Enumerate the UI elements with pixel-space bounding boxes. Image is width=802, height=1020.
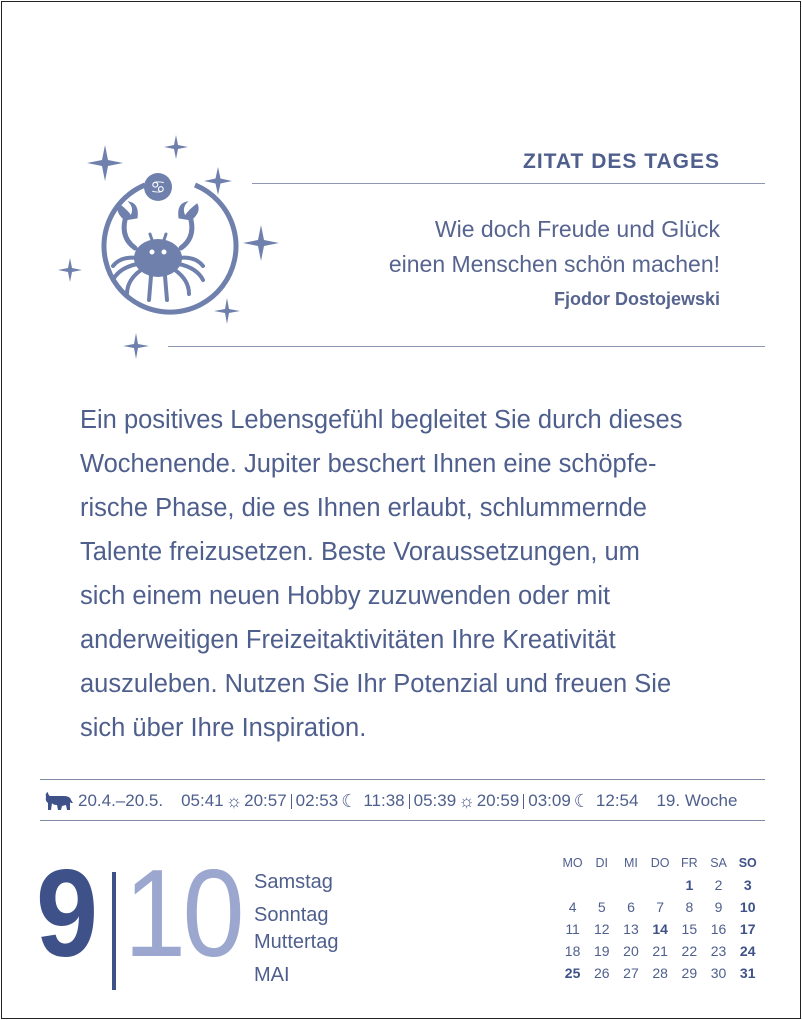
sparkle-icon (87, 145, 123, 181)
cancer-crab-icon (55, 130, 285, 360)
calendar-day: 1 (685, 877, 694, 893)
date-separator (112, 872, 116, 990)
divider (168, 346, 765, 347)
calendar-day: 2 (714, 877, 723, 893)
calendar-day: 9 (714, 899, 723, 915)
moonset-time: 11:38 (363, 791, 405, 810)
calendar-day: 13 (623, 921, 639, 937)
calendar-week-row (558, 940, 766, 962)
sparkle-icon (243, 225, 279, 261)
moonrise-time: 03:09 (528, 791, 571, 810)
weekday-day1: Samstag (254, 871, 333, 893)
sunrise-time: 05:39 (413, 791, 457, 810)
moonset-time: 12:54 (595, 791, 639, 810)
quote-line: einen Menschen schön machen! (388, 251, 720, 277)
separator (291, 794, 292, 809)
calendar-week-row (558, 918, 766, 940)
calendar-day: 24 (739, 943, 756, 959)
calendar-day: 16 (710, 921, 727, 937)
calendar-day: 23 (710, 943, 727, 959)
calendar-day: 6 (627, 899, 635, 915)
calendar-day: 21 (652, 943, 668, 959)
calendar-day: 22 (681, 943, 698, 959)
separator (523, 794, 524, 809)
date-day2: 10 (124, 845, 241, 983)
quote-line: Wie doch Freude und Glück (434, 216, 720, 242)
moon-icon: ☾ (573, 790, 590, 811)
sun-icon: ☼ (225, 790, 243, 811)
holiday-name: Muttertag (254, 931, 339, 953)
calendar-day: 31 (739, 965, 756, 981)
mini-calendar (558, 852, 766, 984)
divider (40, 820, 765, 821)
calendar-day: 3 (743, 877, 752, 893)
calendar-day: 28 (652, 965, 668, 981)
calendar-week-row (558, 896, 766, 918)
calendar-weekday-header: DI (595, 856, 609, 870)
month-name: MAI (254, 964, 290, 986)
divider (40, 779, 765, 780)
sunset-time: 20:59 (476, 791, 520, 810)
calendar-header (558, 852, 766, 874)
calendar-weekday-header: SO (738, 856, 757, 870)
svg-text:♋: ♋ (150, 178, 166, 198)
calendar-weekday-header: FR (681, 856, 698, 870)
calendar-day: 30 (710, 965, 727, 981)
sparkle-icon (58, 258, 82, 282)
week-number: 19. Woche (656, 791, 738, 810)
calendar-day: 26 (593, 965, 610, 981)
calendar-day: 29 (681, 965, 698, 981)
sun-moon-info-bar (44, 788, 737, 814)
sign-range: 20.4.–20.5. (78, 791, 164, 810)
calendar-day: 18 (564, 943, 581, 959)
sun-icon: ☼ (458, 790, 475, 811)
calendar-weekday-header: MO (562, 856, 583, 870)
calendar-day: 10 (739, 899, 756, 915)
quote-author: Fjodor Dostojewski (553, 289, 720, 309)
calendar-day: 12 (593, 921, 610, 937)
quote-heading: ZITAT DES TAGES (523, 150, 720, 173)
calendar-week-row (558, 874, 766, 896)
calendar-day: 20 (623, 943, 639, 959)
moon-icon: ☾ (341, 790, 358, 811)
sparkle-icon (123, 333, 149, 359)
calendar-week-row (558, 962, 766, 984)
calendar-weekday-header: MI (624, 856, 638, 870)
taurus-bull-icon (44, 791, 74, 811)
weekday-day2: Sonntag (254, 904, 329, 926)
sparkle-icon (164, 135, 188, 159)
horoscope-text: Ein positives Lebensgefühl begleitet Sie durch dieses Wochenende. Jupiter beschert Ihnen eine schöpfe- rische Phase, die es Ihnen erlaubt, schlummernde Talente freizusetzen. Beste Voraussetzungen, um sich einem neuen Hobby zuzuwenden oder mit anderweitigen Freizeitaktivitäten Ihre Kreativität auszuleben. Nutzen Sie Ihr Potenzial und freuen Sie sich über Ihre Inspiration. (80, 406, 683, 742)
calendar-day: 15 (681, 921, 698, 937)
sunrise-time: 05:41 (181, 791, 224, 810)
calendar-day: 14 (652, 921, 668, 937)
calendar-day: 11 (565, 921, 580, 937)
quote-text (290, 212, 720, 282)
calendar-day: 17 (739, 921, 756, 937)
calendar-day: 27 (623, 965, 639, 981)
calendar-day: 19 (593, 943, 610, 959)
moonrise-time: 02:53 (295, 791, 339, 810)
calendar-body (558, 874, 766, 984)
calendar-day: 5 (597, 899, 606, 915)
calendar-day: 4 (568, 899, 577, 915)
divider (252, 183, 765, 184)
calendar-day: 7 (656, 899, 665, 915)
date-day1: 9 (36, 845, 95, 983)
separator (409, 794, 410, 809)
calendar-day: 25 (564, 965, 581, 981)
sunset-time: 20:57 (244, 791, 287, 810)
calendar-weekday-header: DO (650, 856, 670, 870)
calendar-day: 8 (685, 899, 694, 915)
sparkle-icon (214, 298, 240, 324)
calendar-weekday-header: SA (710, 856, 727, 870)
